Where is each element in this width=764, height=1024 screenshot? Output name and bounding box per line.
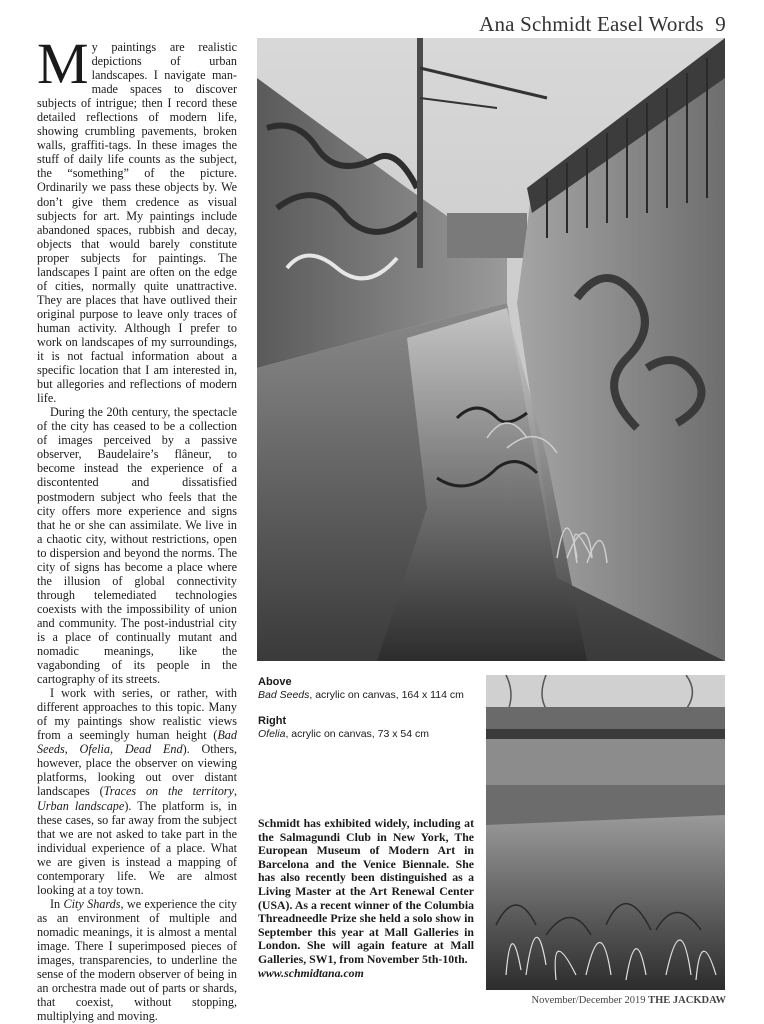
page-number: 9 <box>715 12 726 36</box>
painting-ofelia-image <box>486 675 725 990</box>
artist-bio <box>258 817 474 980</box>
article-paragraph-3: I work with series, or rather, with different approaches to this topic. Many of my paintings show realistic views from a seemingly human height (Bad Seeds, Ofelia, Dead End). Others, however, place the observer on viewing platforms, looking out over distant landscapes (Traces on the territory, Urban landscape). The platform is, in these cases, so far away from the subject that we are not asked to take part in the individual experience of a place. What we are given is instead a mapping of contemporary life. We are almost looking at a toy town. <box>37 686 237 897</box>
article-paragraph-2: During the 20th century, the spectacle of the city has ceased to be a collection of images perceived by a passive observer, Baudelaire’s flâneur, to become instead the experience of a discontented and dissatisfied postmodern subject who feels that the city offers more experience and signs that he or she can assimilate. We live in a chaotic city, without restrictions, open to dispersion and beyond the norms. The city of signs has become a place where the illusion of global connectivity through telemediated technologies coexists with the impossibility of union and community. The post-industrial city is a place of continually mutant and nomadic meanings, like the vagabonding of its people in the cartography of its streets. <box>37 405 237 687</box>
article-body <box>37 31 238 1024</box>
caption-above-label: Above <box>258 676 292 688</box>
header-section: Easel Words <box>596 12 704 36</box>
caption-above-text: Bad Seeds, acrylic on canvas, 164 x 114 cm <box>258 689 464 701</box>
caption-right-label: Right <box>258 715 287 727</box>
footer-issue: November/December 2019 <box>531 995 646 1006</box>
caption-right-text: Ofelia, acrylic on canvas, 73 x 54 cm <box>258 728 429 740</box>
caption-above <box>258 676 478 702</box>
image-captions <box>258 676 478 754</box>
article-paragraph-1: My paintings are realistic depictions of urban landscapes. I navigate man-made spaces to discover subjects of intrigue; then I record these detailed reflections of modern life, showing crumbling pavements, broken walls, graffiti-tags. In these images the stuff of daily life counts as the subject, the “something” of the picture. Ordinarily we pass these objects by. We don’t give them credence as visual subjects for art. My paintings include abandoned spaces, rubbish and decay, objects that would barely constitute proper subjects for paintings. The landscapes I paint are often on the edge of cities, normally quite unattractive. They are places that have outlived their original purpose to leave only traces of human activity. Although I prefer to work on landscapes of my surroundings, it is not factual information about a specific location that I am interested in, but allegories and reflections of modern life. <box>37 31 237 406</box>
dropcap: M <box>37 31 89 96</box>
bio-text: Schmidt has exhibited widely, including at the Salmagundi Club in New York, The European Museum of Modern Art in Barcelona and the Venice Biennale. She has also recently been distinguished as a Living Master at the Art Renewal Center (USA). As a recent winner of the Columbia Threadneedle Prize she held a solo show in September this year at Mall Galleries in London. She will again feature at Mall Galleries, SW1, from November 5th-10th. <box>258 816 474 966</box>
page-header <box>479 12 726 37</box>
artist-website-link[interactable]: www.schmidtana.com <box>258 965 364 980</box>
footer-magazine: THE JACKDAW <box>648 995 726 1006</box>
article-paragraph-4: In City Shards, we experience the city as an environment of multiple and nomadic meanings, it is almost a mental image. There I superimposed pieces of images, transparencies, to underline the sense of the modern observer of being in an orchestra made out of parts or shards, that coexist, without stopping, multiplying and moving. <box>37 896 238 1024</box>
page-footer <box>531 995 726 1006</box>
header-author: Ana Schmidt <box>479 12 592 36</box>
painting-bad-seeds-image <box>257 38 725 661</box>
caption-right <box>258 715 478 741</box>
